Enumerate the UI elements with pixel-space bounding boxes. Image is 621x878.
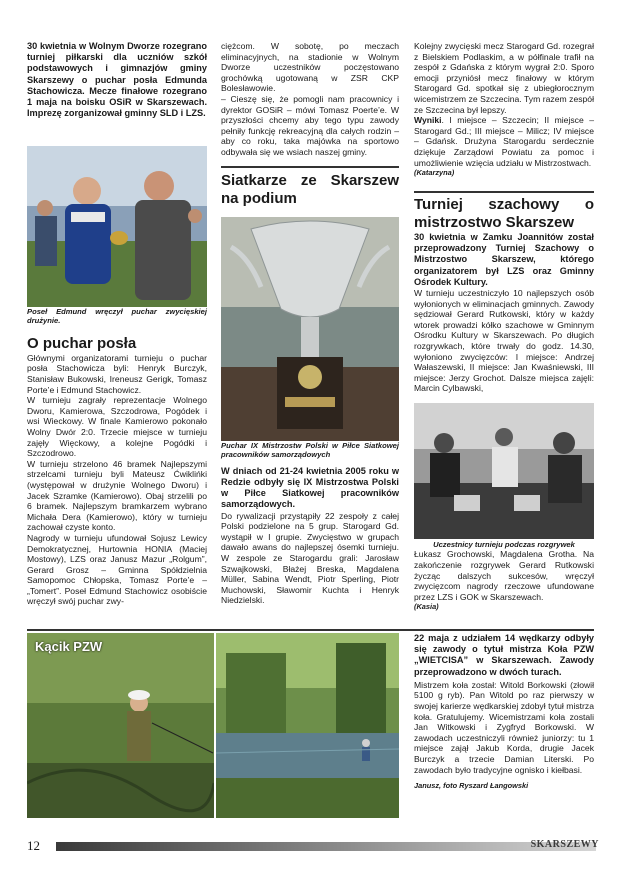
paragraph bbox=[414, 115, 594, 168]
column-2-lower bbox=[221, 441, 399, 606]
chess-lead: 30 kwietnia w Zamku Joannitów został przeprowadzony Turniej Szachowy o Mistrzostwo Skarszew, którego organizatorem był LZS oraz Gminny Ośrodek Kultury. bbox=[414, 232, 594, 287]
footer-bar bbox=[56, 842, 596, 851]
article-heading: Siatkarze ze Skarszew na podium bbox=[221, 172, 399, 207]
paragraph: W turnieju zagrały reprezentacje Wolnego Dworu, Kamierowa, Szczodrowa, Pogódek i wsi Wieckowy. W finale Kamierowo pokonało Wolny Dwór 2:0. Trzecie miejsce w turnieju zajęły Więckowy, a kolejne Pogódki i Szczodrowo. bbox=[27, 395, 207, 459]
column-1 bbox=[27, 41, 207, 119]
lake-photo bbox=[216, 633, 399, 818]
fishing-article bbox=[414, 633, 594, 792]
paragraph: Głównymi organizatorami turnieju o puchar posła Stachowicza byli: Henryk Burczyk, Stanisław Bukowski, Ireneusz Gerigk, Tomasz Porte’e i Edmund Stachowicz. bbox=[27, 352, 207, 395]
page-number: 12 bbox=[27, 838, 40, 853]
article-heading: O puchar posła bbox=[27, 334, 137, 352]
section-divider bbox=[27, 629, 594, 631]
fishing-lead: 22 maja z udziałem 14 wędkarzy odbyły się zawody o tytuł mistrza Koła PZW „WIETCISA” w Skarszewach. Zawody przeprowadzono w dwóch turach. bbox=[414, 633, 594, 677]
paragraph: Kolejny zwycięski mecz Starogard Gd. rozegrał z Bielskiem Podlaskim, a w półfinale trafił na zespół z Gdańska z którym wygrał 2:0. Sporo emocji przyniósł mecz finałowy w którym Starogard Gd. spotkał się z ubiegłorocznym wicemistrzem ze Szczecina. Tym razem zespół ze Szczecina był lepszy. bbox=[414, 41, 594, 115]
angler-photo bbox=[27, 633, 214, 818]
results-text: . I miejsce – Szczecin; II miejsce – Starogard Gd.; III miejsce – Milicz; IV miejsce – Gdańsk. Drużyna Starogardu serdecznie dziękuje Zarządowi Powiatu za pomoc i umożliwienie wzięcia udziału w Mistrzostwach. bbox=[414, 115, 594, 168]
paragraph: Mistrzem koła został: Witold Borkowski (złowił 5100 g ryb). Pan Witold po raz pierwszy w swojej karierze wędkarskiej zdobył tytuł mistrza koła. Gratulujemy. Wicemistrzami koła zostali Jan Witkowski i Zygfryd Borkowski. W zawodach uczestniczyli również juniorzy: tu 1 miejsce zajął Jakub Korda, drugie Jacek Burczyk a trzecie Damian Literski. Po zawodach było tradycyjne ognisko i kiełbasi. bbox=[414, 679, 594, 775]
column-3 bbox=[414, 41, 594, 179]
photo-caption: Uczestnicy turnieju podczas rozgrywek bbox=[433, 540, 575, 549]
football-lead: 30 kwietnia w Wolnym Dworze rozegrano turniej piłkarski dla uczniów szkół podstawowych i gimnazjów gminy Skarszewy o puchar posła Edmunda Stachowicza. Mecze finałowe rozegrano 1 maja na boisku OSiR w Skarszewach. Imprezę zorganizował gminny SLD i LZS. bbox=[27, 41, 207, 119]
magazine-brand: SKARSZEWY bbox=[530, 839, 599, 850]
column-3-chess bbox=[414, 196, 594, 394]
paragraph: W turnieju uczestniczyło 10 najlepszych osób wyłonionych w eliminacjach gminnych. Zawody sędziował Gerard Rutkowski, który w każdy wtorek prowadzi kółko szachowe w Gminnym Ośrodku Kultury w Skarszewach. Po długich rozgrywkach, które trwały do godz. 14.30, wyłoniono zwycięzców: I miejsce: Andrzej Wałaszewski, II miejsce: Jan Kwaśniewski, III miejsce: Jerzy Grochot. Dalsze miejsca zajęli: Marcin Cylbawski, bbox=[414, 288, 594, 394]
trophy-ceremony-photo bbox=[27, 146, 207, 307]
author-signature: (Kasia) bbox=[414, 602, 439, 612]
kacik-pzw-title: Kącik PZW bbox=[35, 639, 103, 654]
volleyball-trophy-photo bbox=[221, 217, 399, 441]
column-3-lower bbox=[414, 540, 594, 613]
column-2 bbox=[221, 41, 399, 158]
author-signature: (Katarzyna) bbox=[414, 168, 455, 178]
section-divider bbox=[414, 191, 594, 193]
paragraph: Do rywalizacji przystąpiły 22 zespoły z całej Polski podzielone na 5 grup. Starogard Gd. wystąpił w I grupie. Zwycięstwo w grupach dawało awans do najlepszej ósemki turnieju. W zespole ze Starogardu grali: Jarosław Szwajkowski, Błażej Breska, Magdalena Müller, Sabina Wendt, Piotr Sperling, Piotr Muchowski, Sławomir Kuchta i Henryk Niedzielski. bbox=[221, 510, 399, 606]
paragraph: W turnieju strzelono 46 bramek Najlepszymi strzelcami turnieju byli Mateusz Ćwiklińki (występował w drużynie Wolnego Dworu) i Jacek Szramke (Kamierowo). Obaj strzelili po 6 bramek. Najlepszym bramkarzem wybrano Michała Dera (Kamierowo), który w turnieju zachował czyste konto. bbox=[27, 458, 207, 533]
article-heading: Turniej szachowy o mistrzostwo Skarszew bbox=[414, 196, 594, 231]
paragraph: – Cieszę się, że pomogli nam pracownicy i dyrektor GOSiR – mówi Tomasz Poerte’e. W przyszłości chcemy aby tego typu zawody pełniły funkcję rekreacyjną dla całych rodzin – aby co roku, taka majówka na sportowo odbywała się we wsiach naszej gminy. bbox=[221, 93, 399, 157]
results-label: Wyniki bbox=[414, 115, 442, 126]
photo-caption: Poseł Edmund wręczył puchar zwycięskiej drużynie. bbox=[27, 307, 207, 326]
volleyball-heading-wrap bbox=[221, 172, 399, 208]
volleyball-lead: W dniach od 21-24 kwietnia 2005 roku w Redzie odbyły się IX Mistrzostwa Polski w Piłce Siatkowej pracowników samorządowych. bbox=[221, 465, 399, 510]
column-1-lower bbox=[27, 307, 207, 607]
photo-caption: Puchar IX Mistrzostw Polski w Piłce Siatkowej pracowników samorządowych bbox=[221, 441, 399, 460]
paragraph: Nagrody w turnieju ufundował Sojusz Lewicy Demokratycznej, Hurtownia HONIA (Maciej Mostowy), LZS oraz Janusz Mazur „Rolgum”, Gerard Grosz – Gminna Spółdzielnia Samopomoc Chłopska, Tomasz Porte’e – „Tomert”. Poseł Edmund Stachowicz osobiście wręczył swój puchar zwy- bbox=[27, 532, 207, 607]
paragraph: ciężcom. W sobotę, po meczach eliminacyjnych, na stadionie w Wolnym Dworze uczestników poczęstowano grochówką ugotowaną w ZSR CKP Bolesławowie. bbox=[221, 41, 399, 94]
author-signature: Janusz, foto Ryszard Łangowski bbox=[414, 781, 529, 791]
section-divider bbox=[221, 166, 399, 168]
chess-tournament-photo bbox=[414, 403, 594, 539]
paragraph: Łukasz Grochowski, Magdalena Grotha. Na zakończenie rozgrywek Gerard Rutkowski życząc dalszych sukcesów, wręczył zwycięzcom nagrody rzeczowe ufundowane przez LZS i GOK w Skarszewach. bbox=[414, 549, 594, 602]
